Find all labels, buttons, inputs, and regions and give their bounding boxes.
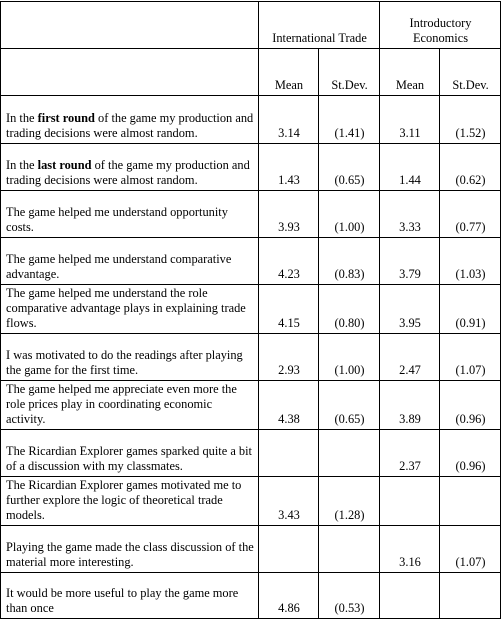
ie-mean-cell: 3.89 <box>380 381 440 430</box>
it-stdev-cell: (0.80) <box>319 285 380 334</box>
statement-text: In the <box>6 158 38 172</box>
ie-mean-cell: 3.95 <box>380 285 440 334</box>
statement-cell <box>1 144 259 191</box>
it-mean-cell <box>259 526 319 573</box>
it-stdev-cell: (1.28) <box>319 477 380 526</box>
it-stdev-cell: (0.83) <box>319 238 380 285</box>
group-header-introductory-economics-line1: Introductory <box>409 16 472 30</box>
statement-cell <box>1 477 259 526</box>
it-mean-cell: 4.38 <box>259 381 319 430</box>
corner-cell <box>1 2 259 49</box>
it-stdev-cell: (1.00) <box>319 191 380 238</box>
it-mean-cell: 3.93 <box>259 191 319 238</box>
ie-stdev-cell: (0.77) <box>440 191 501 238</box>
statement-emphasis: last round <box>37 158 92 172</box>
column-header-ie-mean: Mean <box>380 49 440 96</box>
ie-mean-cell <box>380 477 440 526</box>
it-stdev-cell: (0.53) <box>319 573 380 619</box>
table-row <box>1 334 501 381</box>
statement-cell <box>1 285 259 334</box>
statement-text-rest: of the game my production and trading decisions were almost random. <box>6 111 254 140</box>
it-stdev-cell <box>319 526 380 573</box>
ie-stdev-cell: (0.62) <box>440 144 501 191</box>
table-row <box>1 381 501 430</box>
ie-stdev-cell: (1.52) <box>440 96 501 144</box>
table-row <box>1 96 501 144</box>
table-row <box>1 144 501 191</box>
ie-stdev-cell: (0.96) <box>440 430 501 477</box>
table-row <box>1 285 501 334</box>
ie-mean-cell: 3.79 <box>380 238 440 285</box>
group-header-international-trade-label: International Trade <box>272 31 367 45</box>
statement-cell <box>1 238 259 285</box>
ie-mean-cell: 2.37 <box>380 430 440 477</box>
statement-text-rest: of the game my production and trading decisions were almost random. <box>6 158 250 187</box>
column-header-row <box>1 49 501 96</box>
group-header-introductory-economics-line2: Economics <box>412 31 469 45</box>
ie-mean-cell: 2.47 <box>380 334 440 381</box>
group-header-introductory-economics <box>380 2 501 49</box>
statement-cell <box>1 96 259 144</box>
table-row <box>1 191 501 238</box>
statement-text: The game helped me understand comparative advantage. <box>6 252 232 281</box>
it-mean-cell: 2.93 <box>259 334 319 381</box>
column-header-it-stdev: St.Dev. <box>319 49 380 96</box>
statement-text: The game helped me understand the role comparative advantage plays in explaining trade flows. <box>6 286 246 330</box>
column-header-ie-stdev: St.Dev. <box>440 49 501 96</box>
it-mean-cell: 4.86 <box>259 573 319 619</box>
statement-cell <box>1 381 259 430</box>
it-stdev-cell: (0.65) <box>319 381 380 430</box>
statement-cell <box>1 430 259 477</box>
statement-cell <box>1 334 259 381</box>
column-header-it-mean: Mean <box>259 49 319 96</box>
ie-stdev-cell: (0.96) <box>440 381 501 430</box>
survey-results-table <box>0 1 501 619</box>
it-mean-cell <box>259 430 319 477</box>
it-stdev-cell: (1.00) <box>319 334 380 381</box>
group-header-row <box>1 2 501 49</box>
it-stdev-cell: (0.65) <box>319 144 380 191</box>
table-row <box>1 526 501 573</box>
ie-mean-cell: 3.11 <box>380 96 440 144</box>
ie-stdev-cell: (1.07) <box>440 526 501 573</box>
statement-text: The game helped me appreciate even more the role prices play in coordinating economic activity. <box>6 382 237 426</box>
it-stdev-cell <box>319 430 380 477</box>
statement-text: In the <box>6 111 38 125</box>
statement-text: The Ricardian Explorer games motivated me to further explore the logic of theoretical trade models. <box>6 478 242 522</box>
statement-text: The game helped me understand opportunity costs. <box>6 205 228 234</box>
statement-cell <box>1 526 259 573</box>
statement-cell <box>1 191 259 238</box>
statement-emphasis: first round <box>37 111 95 125</box>
statement-text: I was motivated to do the readings after playing the game for the first time. <box>6 348 243 377</box>
it-stdev-cell: (1.41) <box>319 96 380 144</box>
table-row <box>1 477 501 526</box>
it-mean-cell: 4.15 <box>259 285 319 334</box>
it-mean-cell: 3.43 <box>259 477 319 526</box>
it-mean-cell: 3.14 <box>259 96 319 144</box>
statement-text: It would be more useful to play the game more than once <box>6 586 239 615</box>
it-mean-cell: 4.23 <box>259 238 319 285</box>
ie-stdev-cell <box>440 477 501 526</box>
ie-mean-cell: 3.16 <box>380 526 440 573</box>
ie-mean-cell: 1.44 <box>380 144 440 191</box>
statement-header-cell <box>1 49 259 96</box>
statement-text: The Ricardian Explorer games sparked quite a bit of a discussion with my classmates. <box>6 444 253 473</box>
statement-text: Playing the game made the class discussion of the material more interesting. <box>6 540 254 569</box>
table-row <box>1 238 501 285</box>
ie-stdev-cell: (0.91) <box>440 285 501 334</box>
table-row <box>1 430 501 477</box>
group-header-international-trade <box>259 2 380 49</box>
ie-stdev-cell: (1.03) <box>440 238 501 285</box>
ie-stdev-cell: (1.07) <box>440 334 501 381</box>
it-mean-cell: 1.43 <box>259 144 319 191</box>
ie-mean-cell: 3.33 <box>380 191 440 238</box>
